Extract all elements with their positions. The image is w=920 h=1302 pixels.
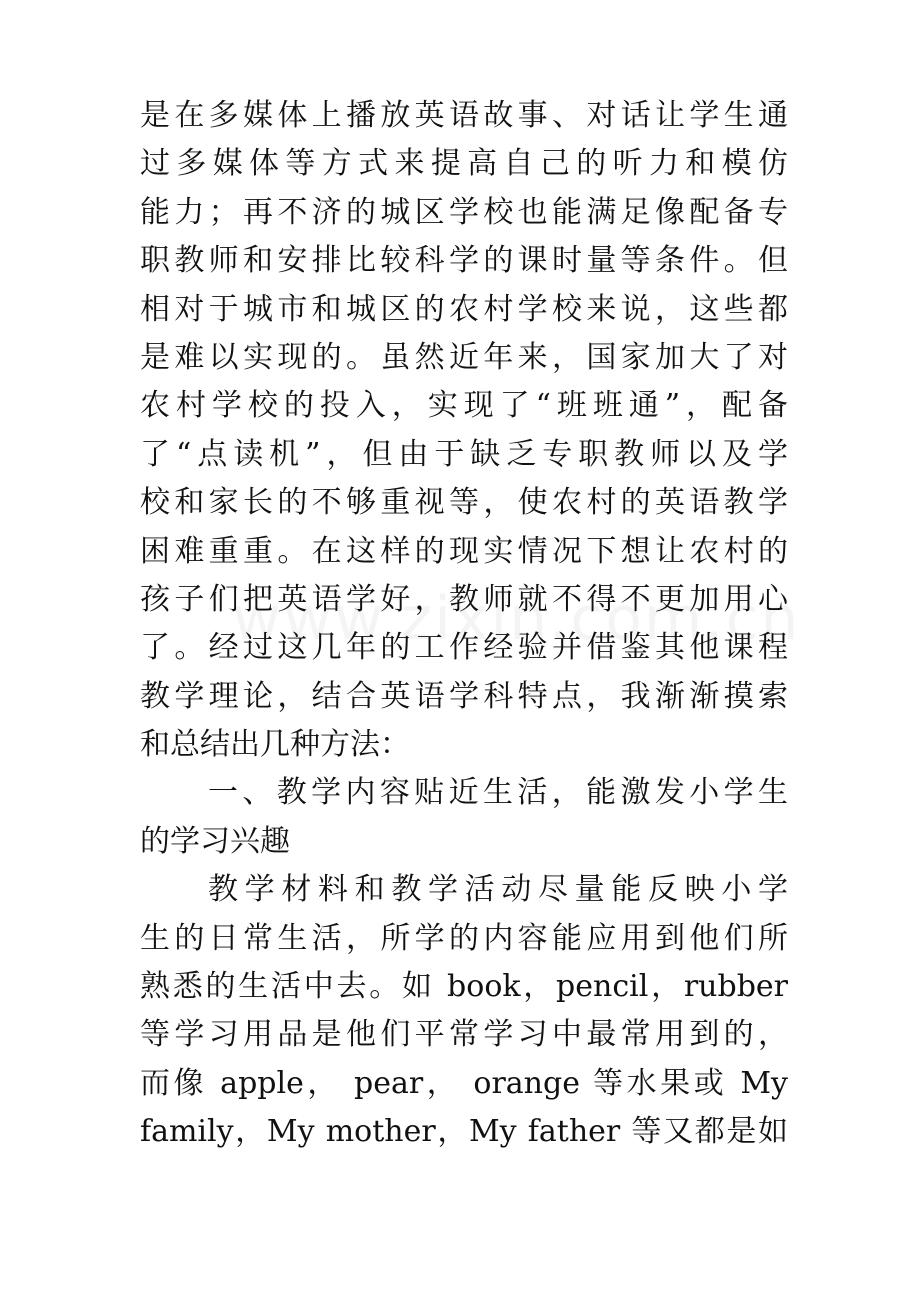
text-line: 教学材料和教学活动尽量能反映小学 — [208, 872, 788, 908]
text-line: 生的日常生活，所学的内容能应用到他们所 — [140, 920, 788, 956]
text-line: 等学习用品是他们平常学习中最常用到的， — [140, 1017, 788, 1053]
text-line: 是难以实现的。虽然近年来，国家加大了对 — [140, 339, 788, 375]
text-line: 能力；再不济的城区学校也能满足像配备专 — [140, 194, 788, 230]
text-line: 了。经过这几年的工作经验并借鉴其他课程 — [140, 630, 788, 666]
text-line: 和总结出几种方法： — [140, 727, 410, 763]
text-line: 职教师和安排比较科学的课时量等条件。但 — [140, 243, 788, 279]
text-line: 了“点读机”，但由于缺乏专职教师以及学 — [140, 436, 788, 472]
text-line: 相对于城市和城区的农村学校来说，这些都 — [140, 291, 788, 327]
text-line: 过多媒体等方式来提高自己的听力和模仿 — [140, 146, 788, 182]
text-line: 教学理论，结合英语学科特点，我渐渐摸索 — [140, 678, 788, 714]
document-body — [140, 92, 788, 1157]
text-line: 困难重重。在这样的现实情况下想让农村的 — [140, 533, 788, 569]
text-line: 孩子们把英语学好，教师就不得不更加用心 — [140, 581, 788, 617]
text-line: 农村学校的投入，实现了“班班通”，配备 — [140, 388, 788, 424]
text-line: 熟悉的生活中去。如 book，pencil，rubber — [140, 969, 788, 1005]
section-heading: 一、教学内容贴近生活，能激发小学生 — [208, 775, 788, 811]
text-line: 是在多媒体上播放英语故事、对话让学生通 — [140, 98, 788, 133]
text-line: family，My mother，My father 等又都是如 — [140, 1114, 788, 1150]
section-heading: 的学习兴趣 — [140, 823, 290, 859]
text-line: 校和家长的不够重视等，使农村的英语教学 — [140, 485, 788, 521]
text-line: 而像 apple， pear， orange 等水果或 My — [140, 1065, 788, 1101]
